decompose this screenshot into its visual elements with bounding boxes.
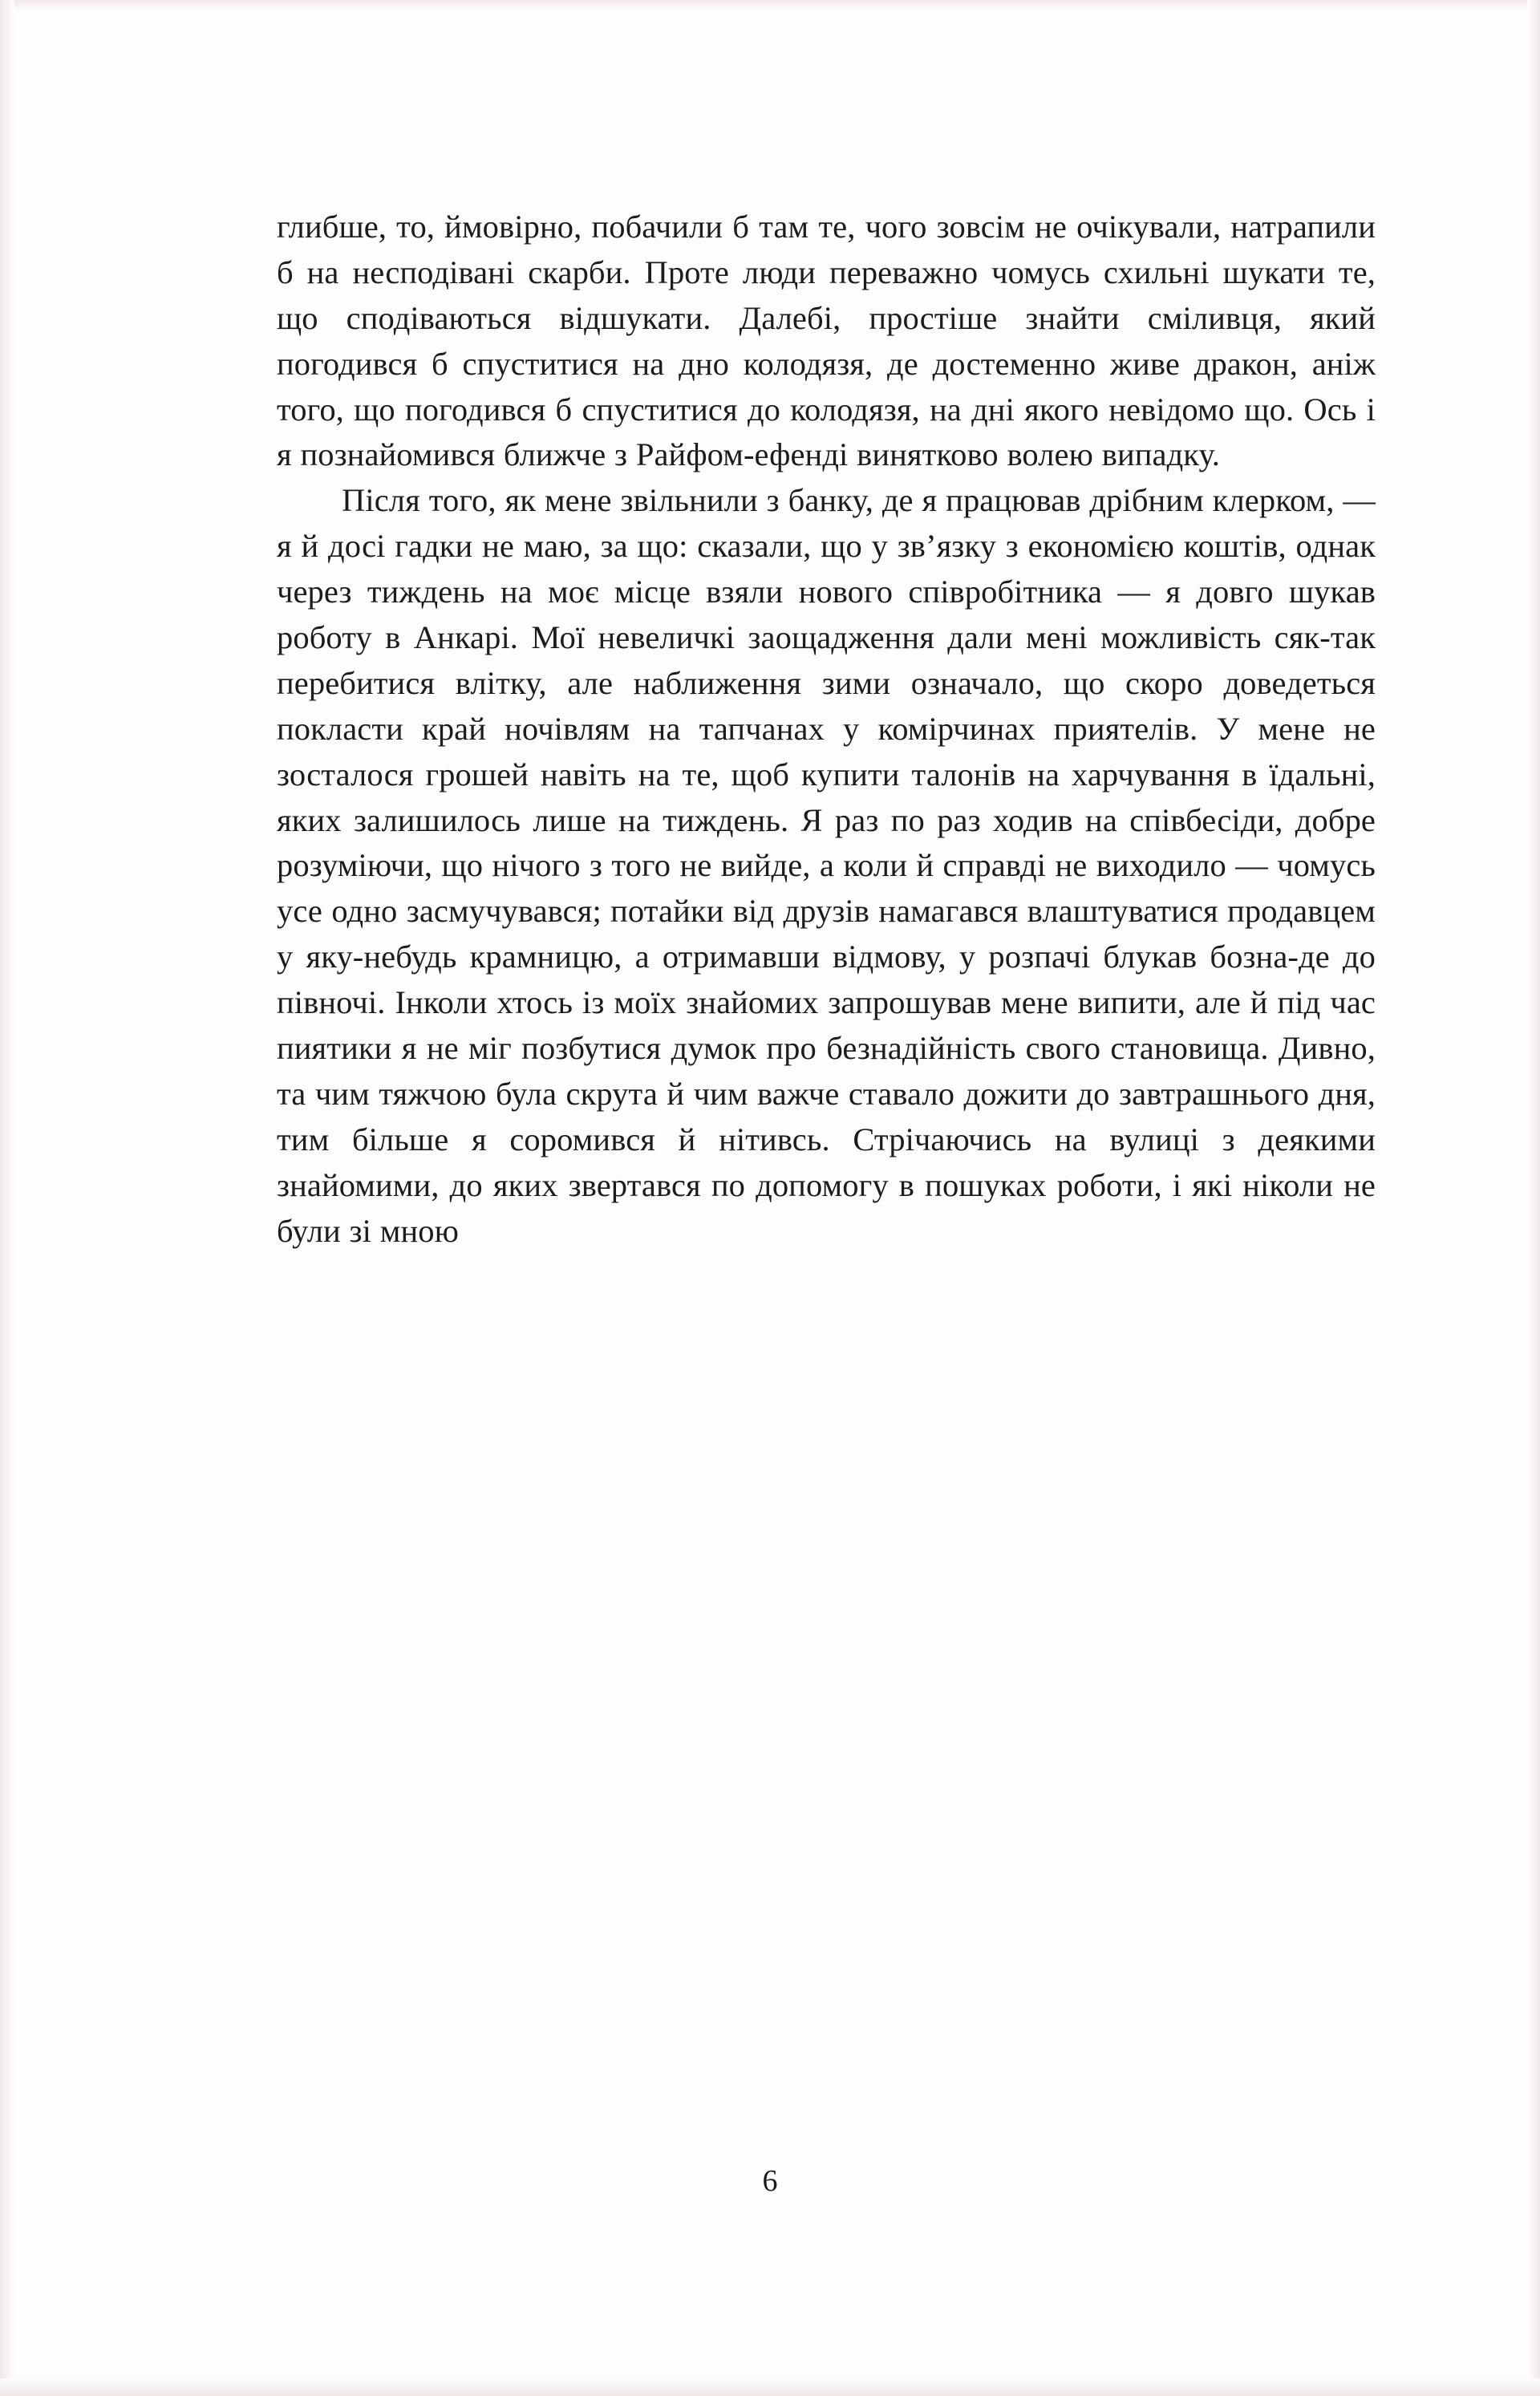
body-text [277,205,1376,1254]
page-number: 6 [762,2164,778,2198]
page-edge-right [1527,0,1540,2396]
page-edge-left [0,0,14,2396]
paragraph-1: глибше, то, ймовірно, побачили б там те, чого зовсім не очікували, натрапили б на несподівані скарби. Проте люди переважно чомусь схильні шукати те, що сподіваються відшукати. Далебі, простіше знайти сміливця, який погодився б спуститися на дно колодязя, де достеменно живе дракон, аніж того, що погодився б спуститися до колодязя, на дні якого невідомо що. Ось і я познайомився ближче з Райфом-ефенді винятково волею випадку. [277,209,1376,473]
page-edge-top [0,0,1540,11]
page-edge-bottom [0,2378,1540,2396]
paragraph-2: Після того, як мене звільнили з банку, де я працював дрібним клерком, — я й досі гадки не маю, за що: сказали, що у зв’язку з економією коштів, однак через тиждень на моє місце взяли нового співробітника — я довго шукав роботу в Анкарі. Мої невеличкі заощадження дали мені можливість сяк-так перебитися влітку, але наближення зими означало, що скоро доведеться покласти край ночівлям на тапчанах у комірчинах приятелів. У мене не зосталося грошей навіть на те, щоб купити талонів на харчування в їдальні, яких залишилось лише на тиждень. Я раз по раз ходив на співбесіди, добре розуміючи, що нічого з того не вийде, а коли й справді не виходило — чомусь усе одно засмучувався; потайки від друзів намагався влаштуватися продавцем у яку-небудь крамницю, а отримавши відмову, у розпачі блукав бозна-де до півночі. Інколи хтось із моїх знайомих запрошував мене випити, але й під час пиятики я не міг позбутися думок про безнадійність свого становища. Дивно, та чим тяжчою була скрута й чим важче ставало дожити до завтрашнього дня, тим більше я соромився й нітивсь. Стрічаючись на вулиці з деякими знайомими, до яких звертався по допомогу в пошуках роботи, і які ніколи не були зі мною [277,482,1376,1249]
